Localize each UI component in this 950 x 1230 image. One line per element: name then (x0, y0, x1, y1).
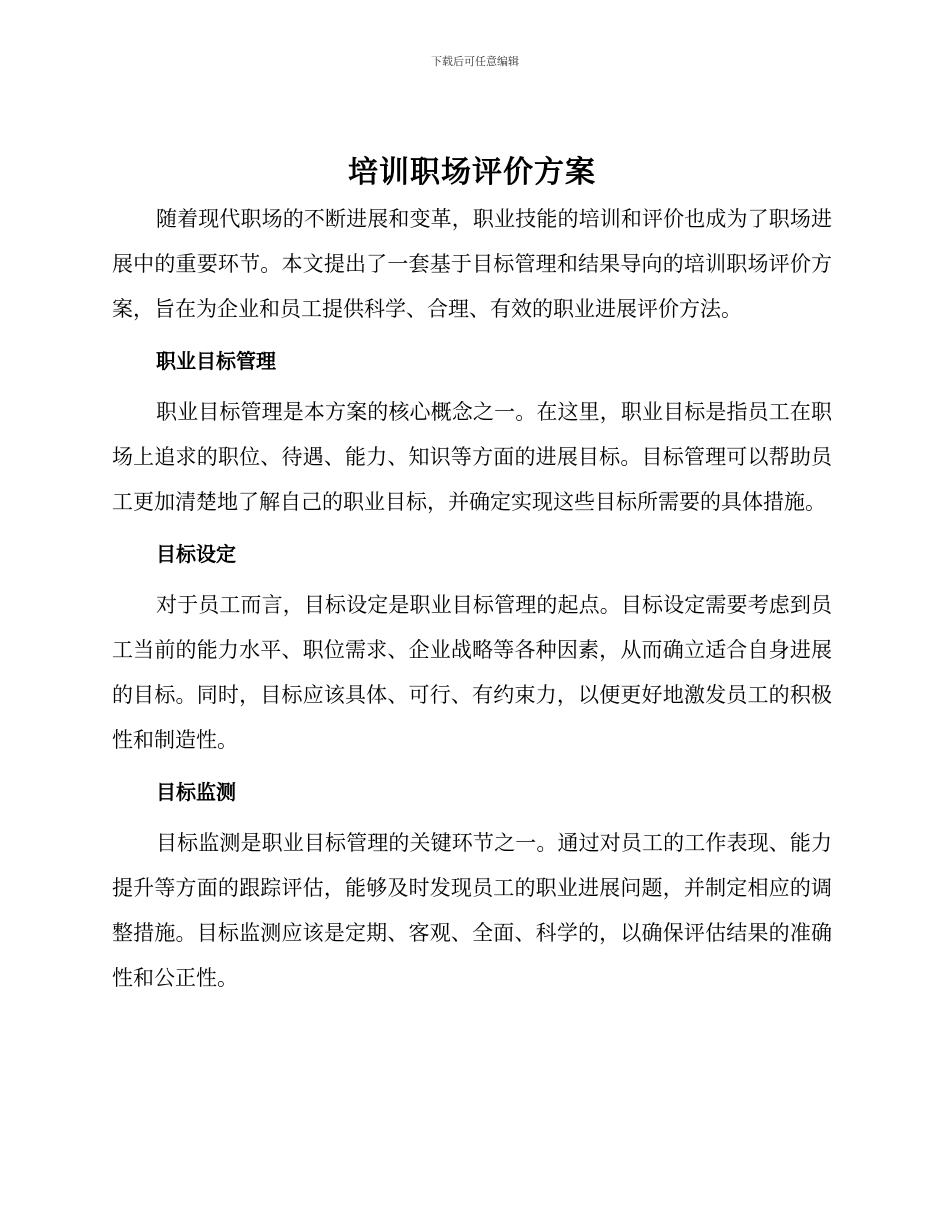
section-heading-goal-setting: 目标设定 (156, 542, 236, 566)
section-heading-goal-monitoring: 目标监测 (156, 780, 236, 804)
section-heading-career-goal-management: 职业目标管理 (156, 349, 276, 373)
intro-paragraph: 随着现代职场的不断进展和变革，职业技能的培训和评价也成为了职场进展中的重要环节。本文提出了一套基于目标管理和结果导向的培训职场评价方案，旨在为企业和员工提供科学、合理、有效的职业进展评价方法。 (112, 207, 832, 321)
header-note: 下载后可任意编辑 (431, 55, 519, 68)
document-body (112, 148, 832, 1001)
section-body-career-goal-management: 职业目标管理是本方案的核心概念之一。在这里，职业目标是指员工在职场上追求的职位、待遇、能力、知识等方面的进展目标。目标管理可以帮助员工更加清楚地了解自己的职业目标，并确定实现这些目标所需要的具体措施。 (112, 400, 832, 514)
section-body-goal-setting: 对于员工而言，目标设定是职业目标管理的起点。目标设定需要考虑到员工当前的能力水平、职位需求、企业战略等各种因素，从而确立适合自身进展的目标。同时，目标应该具体、可行、有约束力，以便更好地激发员工的积极性和制造性。 (112, 593, 832, 752)
section-body-goal-monitoring: 目标监测是职业目标管理的关键环节之一。通过对员工的工作表现、能力提升等方面的跟踪评估，能够及时发现员工的职业进展问题，并制定相应的调整措施。目标监测应该是定期、客观、全面、科学的，以确保评估结果的准确性和公正性。 (112, 831, 832, 990)
document-title: 培训职场评价方案 (348, 155, 596, 190)
